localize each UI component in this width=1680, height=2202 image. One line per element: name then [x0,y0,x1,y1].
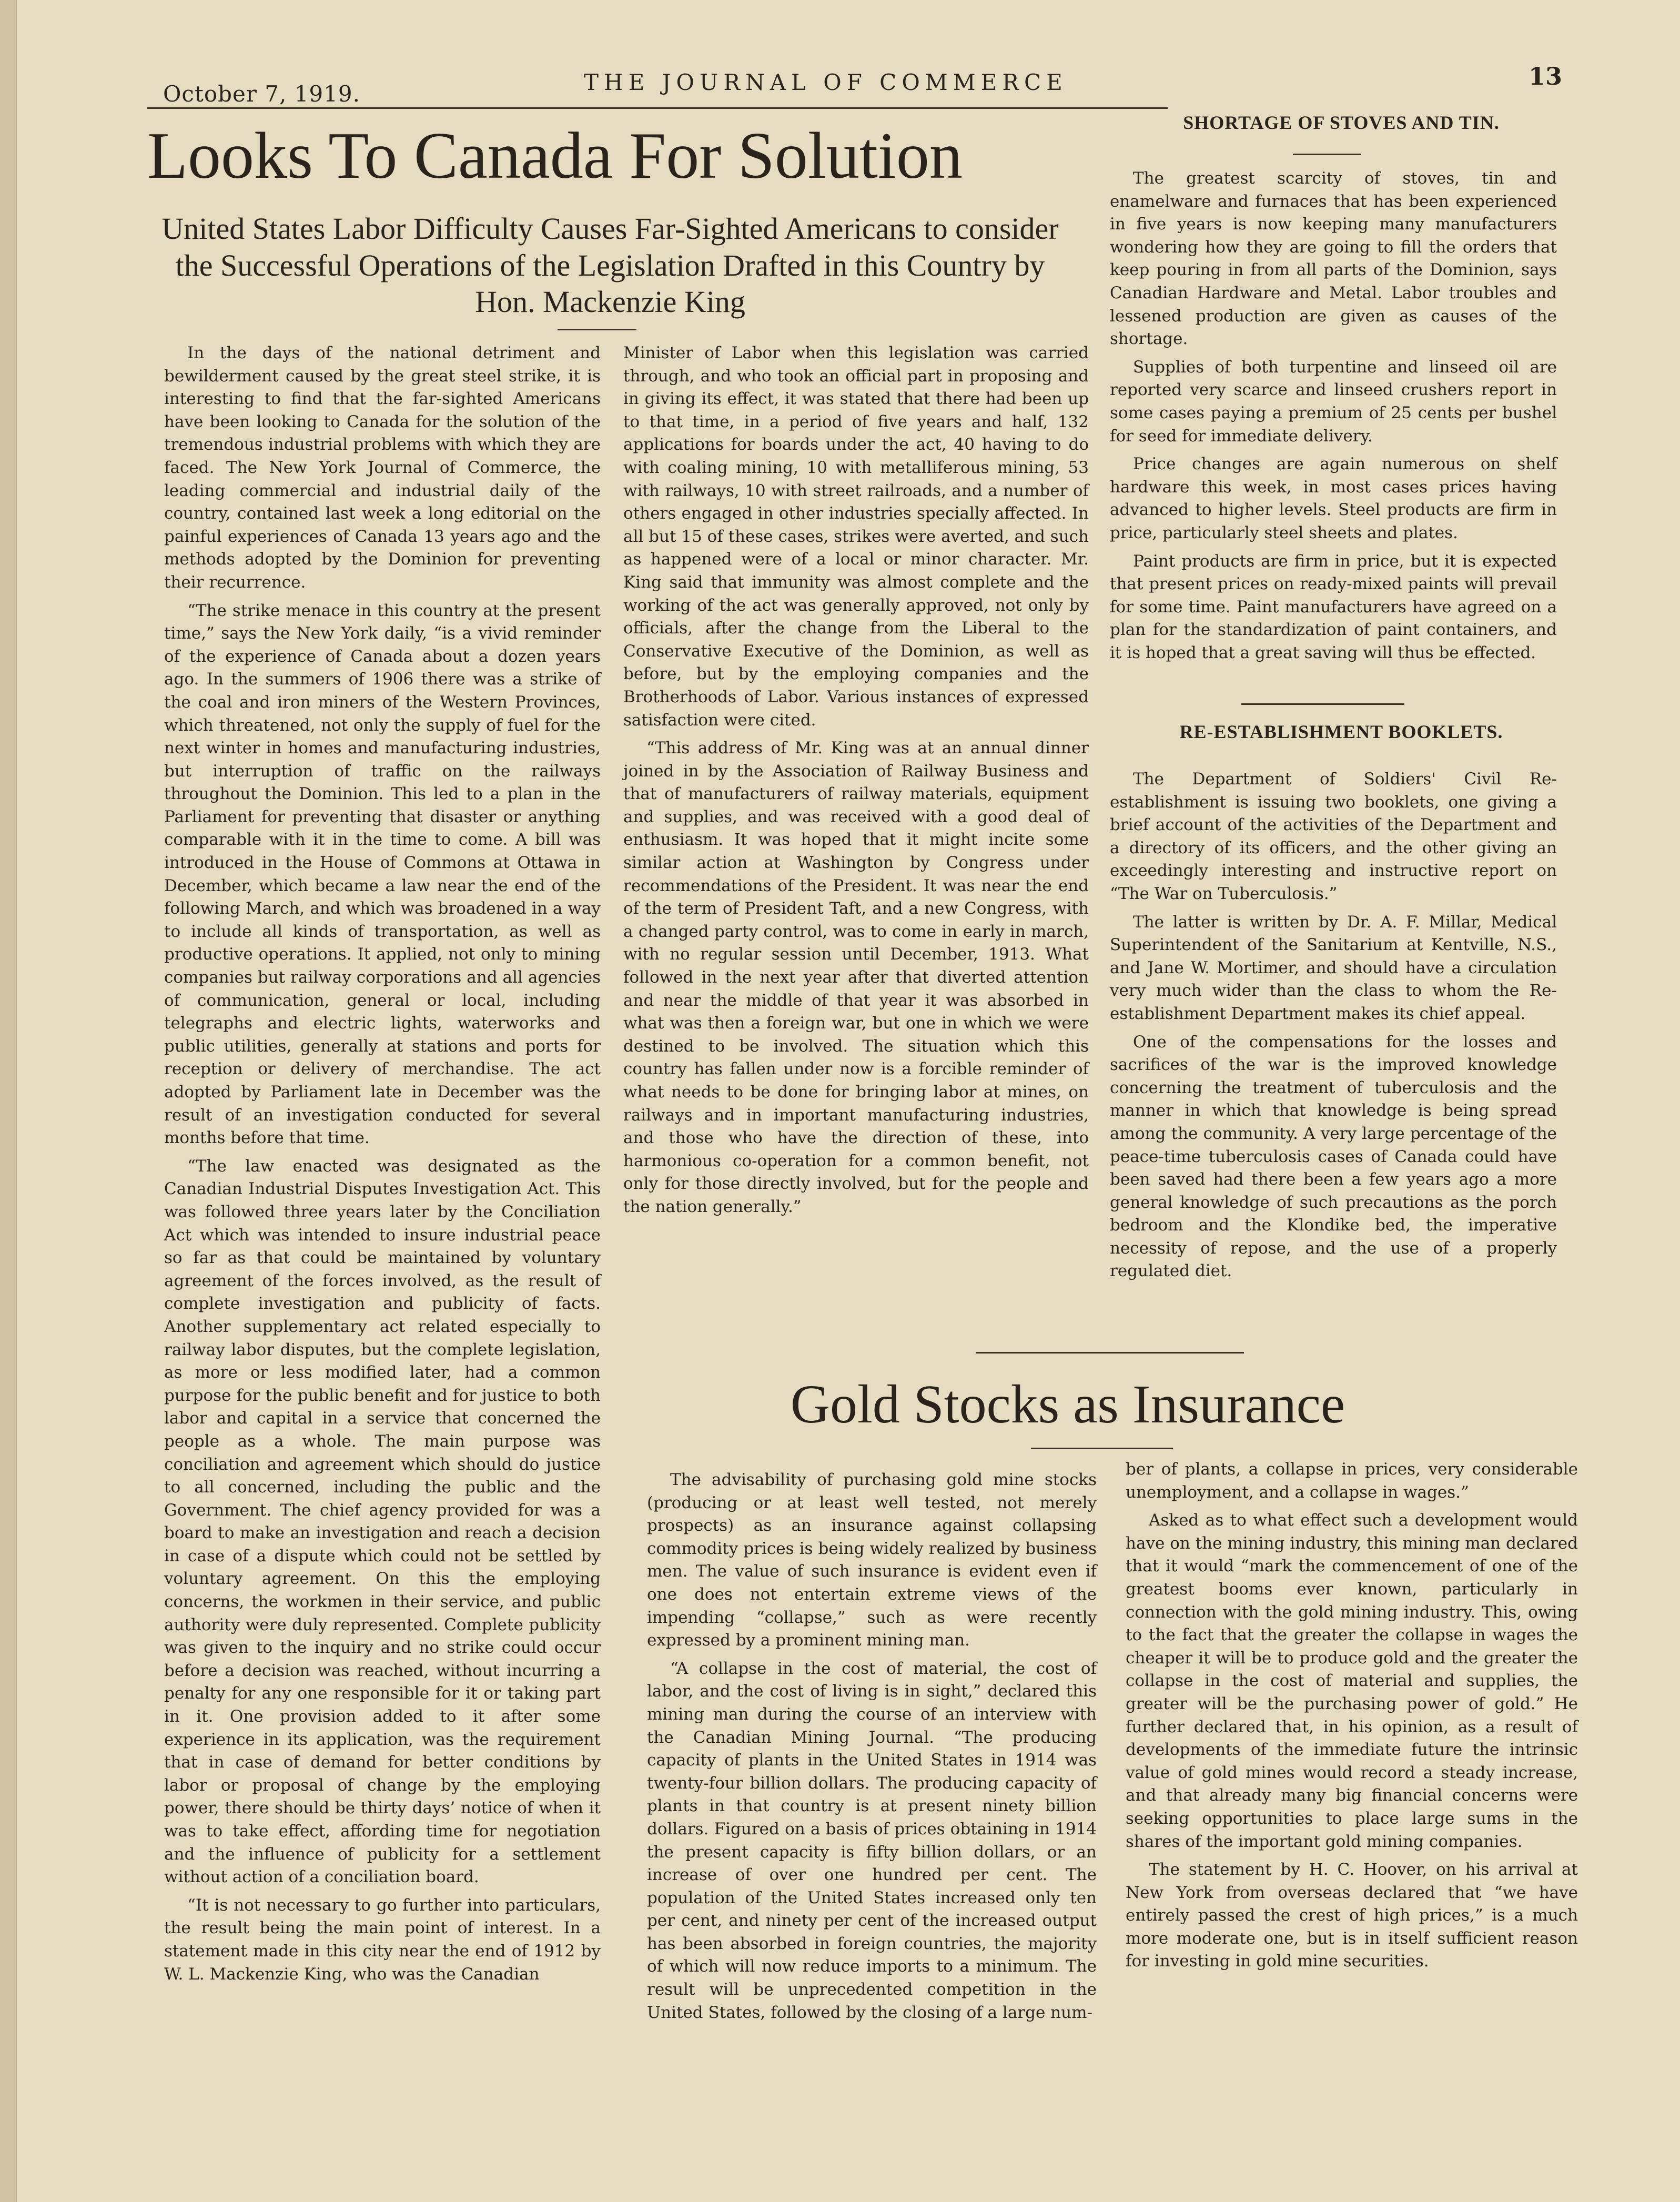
gold-column-2 [1126,1458,1578,1978]
gold-paragraph: Asked as to what effect such a development would have on the mining industry, this mining man declared that it would “mark the commencement of one of the greatest booms ever known, particularly in connection with the gold mining industry. This, owing to the fact that the greater the collapse in wages the cheaper it will be to produce gold and the greater the collapse in the cost of material and supplies, the greater will be the purchasing power of gold.” He further declared that, in his opinion, as a result of developments of the immediate future the intrinsic value of gold mines would record a steady increase, and that already many big financial concerns were seeking opportunities to place large sums in the shares of the important gold mining companies. [1126,1511,1578,1851]
sidebar-paragraph: The latter is written by Dr. A. F. Millar, Medical Superintendent of the Sanitarium at Kentville, N.S., and Jane W. Mortimer, and should have a circulation very much wider than the class to whom the Re-establishment Department makes its chief appeal. [1110,912,1557,1023]
masthead [147,62,1562,110]
sidebar-paragraph: The greatest scarcity of stoves, tin and enamelware and furnaces that has been experienced in five years is now keeping many manufacturers wondering how they are going to fill the orders that keep pouring in from all parts of the Dominion, says Canadian Hardware and Metal. Labor troubles and lessened production are given as causes of the shortage. [1110,169,1557,349]
sidebar-heading-stoves: SHORTAGE OF STOVES AND TIN. [1183,112,1500,133]
article-paragraph: “This address of Mr. King was at an annual dinner joined in by the Association of Railway Business and that of manufacturers of railway materials, equipment and supplies, and was received with a good deal of enthusiasm. It was hoped that it might incite some similar action at Washington by Congress under recommendations of the President. It was near the end of the term of President Taft, and a new Congress, with a changed party control, was to come in early in march, with no regular session until December, 1913. What followed in the next year after that diverted attention and near the middle of that year it was absorbed in what was then a foreign war, but one in which we were destined to be involved. The situation which this country has fallen under now is a forcible reminder of what needs to be done for bringing labor at mines, on railways and in important manufacturing industries, and those who have the direction of these, into harmonious co-operation for a common benefit, not only for those directly involved, but for the people and the nation generally.” [623,739,1089,1216]
gold-paragraph: The advisability of purchasing gold mine stocks (producing or at least well tested, not merely prospects) as an insurance against collapsing commodity prices is being widely realized by business men. The value of such insurance is evident even if one does not entertain extreme views of the impending “collapse,” such as were recently expressed by a prominent mining man. [647,1470,1097,1650]
page-edge [0,0,17,2202]
article-headline: Looks To Canada For Solution [147,119,963,193]
deck-rule [558,329,636,330]
article-paragraph: “The strike menace in this country at the present time,” says the New York daily, “is a vivid reminder of the experience of Canada about a dozen years ago. In the summers of 1906 there was a strike of the coal and iron miners of the Western Provinces, which threatened, not only the supply of fuel for the next winter in homes and manufacturing industries, but interruption of traffic on the railways throughout the Dominion. This led to a plan in the Parliament for preventing that disaster or anything comparable with it in the time to come. A bill was introduced in the House of Commons at Ottawa in December, which became a law near the end of the following March, and which was broadened in a way to include all kinds of transportation, as well as productive operations. It applied, not only to mining companies but railway corporations and all agencies of communication, general or local, including telegraphs and electric lights, waterworks and public utilities, generally at stations and ports for reception or delivery of merchandise. The act adopted by Parliament late in December was the result of an investigation conducted for several months before that time. [164,601,601,1148]
sidebar-column-stoves [1110,167,1557,670]
sidebar-paragraph: Paint products are firm in price, but it is expected that present prices on ready-mixed paints will prevail for some time. Paint manufacturers have agreed on a plan for the standardization of paint containers, and it is hoped that a great saving will thus be effected. [1110,551,1557,662]
article-paragraph: Minister of Labor when this legislation was carried through, and who took an official part in proposing and in giving its effect, it was stated that there had been up to that time, in a period of five years and half, 132 applications for boards under the act, 40 having to do with coaling mining, 10 with metalliferous mining, 53 with railways, 10 with street railroads, and a number of others engaged in other industries specially affected. In all but 15 of these cases, strikes were averted, and such as happened were of a local or minor character. Mr. King said that immunity was almost complete and the working of the act was generally approved, not only by officials, after the change from the Liberal to the Conservative Executive of the Dominion, as well as before, but by the employing companies and the Brotherhoods of Labor. Various instances of expressed satisfaction were cited. [623,344,1089,730]
gold-column-1 [647,1469,1097,2029]
gold-paragraph: “A collapse in the cost of material, the cost of labor, and the cost of living is in sight,” declared this mining man during the course of an interview with the Canadian Mining Journal. “The producing capacity of plants in the United States in 1914 was twenty-four billion dollars. The producing capacity of plants in that country is at present ninety billion dollars. Figured on a basis of prices obtaining in 1914 the present capacity is fifty billion dollars, or an increase of over one hundred per cent. The population of the United States increased only ten per cent, and ninety per cent of the increased output has been absorbed in foreign countries, the majority of which will now reduce imports to a minimum. The result will be unprecedented competition in the United States, followed by the closing of a large num- [647,1659,1097,2022]
sidebar-heading-booklets: RE-ESTABLISHMENT BOOKLETS. [1179,721,1503,742]
article-paragraph: In the days of the national detriment and bewilderment caused by the great steel strike, it is interesting to find that the far-sighted Americans have been looking to Canada for the solution of the tremendous industrial problems with which they are faced. The New York Journal of Commerce, the leading commercial and industrial daily of the country, contained last week a long editorial on the painful experiences of Canada 13 years ago and the methods adopted by the Dominion for preventing their recurrence. [164,344,601,592]
article-column-1 [164,342,601,1991]
article-deck: United States Labor Difficulty Causes Far-Sighted Americans to consider the Successful Operations of the Legislation Drafted in this Country by Hon. Mackenzie King [161,211,1059,319]
issue-date: October 7, 1919. [163,81,360,107]
article-paragraph: “It is not necessary to go further into particulars, the result being the main point of interest. In a statement made in this city near the end of 1912 by W. L. Mackenzie King, who was the Canadian [164,1895,601,1984]
gold-headline-rule [1031,1448,1173,1449]
page-number: 13 [1528,62,1562,90]
sidebar-heading-rule [1293,154,1361,155]
article-paragraph: “The law enacted was designated as the Canadian Industrial Disputes Investigation Act. This was followed three years later by the Conciliation Act which was intended to insure industrial peace so far as that could be maintained by voluntary agreement of the forces involved, as the result of complete investigation and publicity of facts. Another supplementary act related especially to railway labor disputes, but the complete legislation, as more or less modified later, had a common purpose for the public benefit and for justice to both labor and capital in a service that concerned the people as a whole. The main purpose was conciliation and agreement which should do justice to all concerned, including the public and the Government. The chief agency provided for was a board to make an investigation and reach a decision in case of a dispute which could not be settled by voluntary agreement. On this the employing concerns, the workmen in their service, and public authority were duly represented. Complete publicity was given to the inquiry and no strike could occur before a decision was reached, without incurring a penalty for any one responsible for it or taking part in it. One provision added to it after some experience in its application, was the requirement that in case of demand for better conditions by labor or proposal of change by the employing power, there should be thirty days’ notice of when it was to take effect, affording time for negotiation and the influence of publicity for a settlement without action of a conciliation board. [164,1156,601,1887]
masthead-rule [147,107,1168,109]
article-column-2 [623,342,1089,1224]
section-divider-rule [976,1352,1244,1353]
gold-paragraph: ber of plants, a collapse in prices, very considerable unemployment, and a collapse in wages.” [1126,1460,1578,1502]
sidebar-paragraph: The Department of Soldiers' Civil Re-establishment is issuing two booklets, one giving a brief account of the activities of the Department and a directory of its officers, and the other giving an exceedingly interesting and instructive report on “The War on Tuberculosis.” [1110,770,1557,903]
sidebar-paragraph: Supplies of both turpentine and linseed oil are reported very scarce and linseed crushers report in some cases paying a premium of 25 cents per bushel for seed for immediate delivery. [1110,357,1557,446]
sidebar-paragraph: One of the compensations for the losses and sacrifices of the war is the improved knowledge concerning the treatment of tuberculosis and the manner in which that knowledge is being spread among the community. A very large percentage of the peace-time tuberculosis cases of Canada could have been saved had there been a few years ago a more general knowledge of such precautions as the porch bedroom and the Klondike bed, the imperative necessity of repose, and the use of a properly regulated diet. [1110,1032,1557,1281]
sidebar-divider-rule [1241,703,1404,705]
publication-title: THE JOURNAL OF COMMERCE [584,69,1068,95]
article-headline-gold: Gold Stocks as Insurance [790,1374,1345,1435]
gold-paragraph: The statement by H. C. Hoover, on his arrival at New York from overseas declared that “we have entirely passed the crest of high prices,” is a much more moderate one, but is in itself sufficient reason for investing in gold mine securities. [1126,1860,1578,1971]
sidebar-column-booklets [1110,768,1557,1288]
sidebar-paragraph: Price changes are again numerous on shelf hardware this week, in most cases prices having advanced to higher levels. Steel products are firm in price, particularly steel sheets and plates. [1110,454,1557,542]
